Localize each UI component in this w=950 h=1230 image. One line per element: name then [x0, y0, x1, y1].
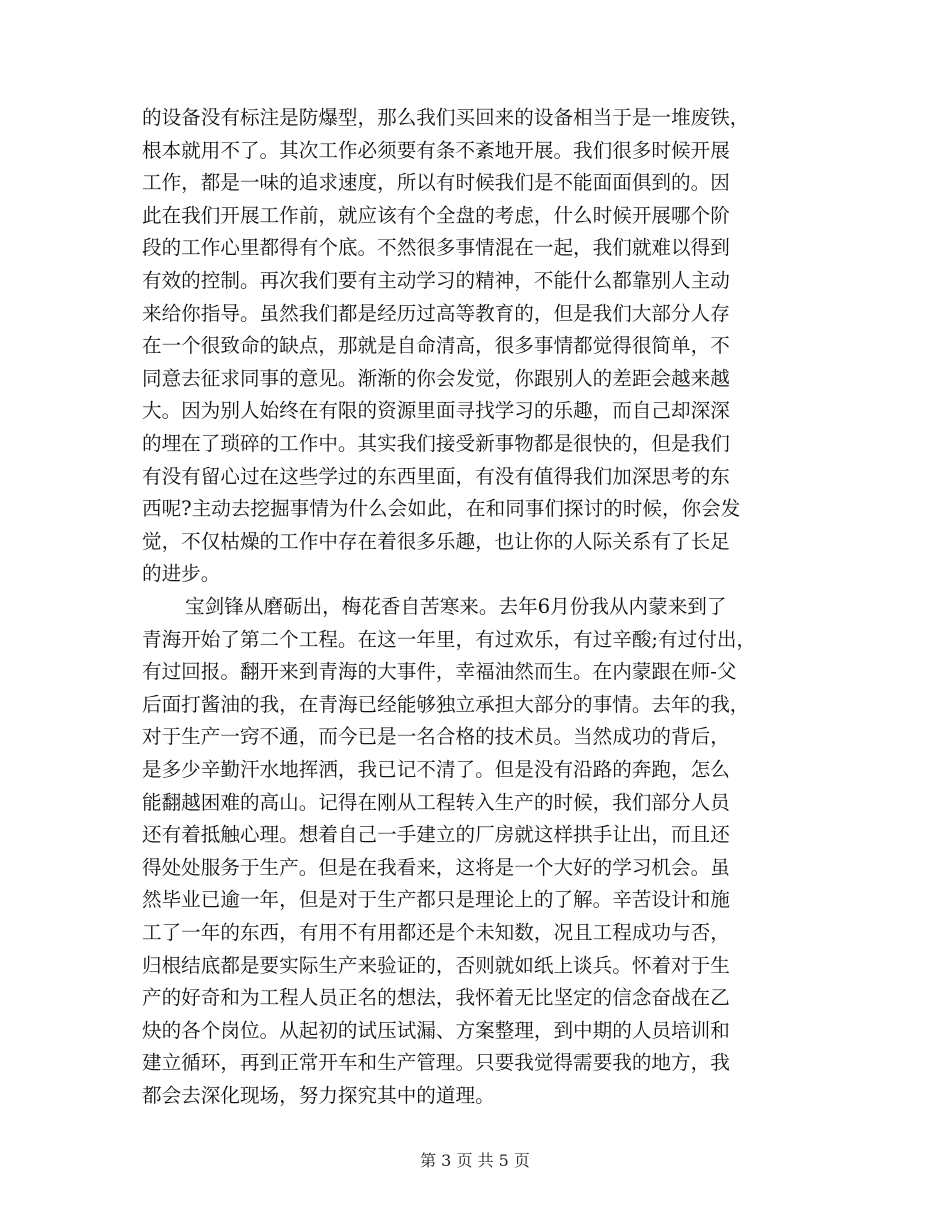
paragraph-1-line: 觉，不仅枯燥的工作中存在着很多乐趣，也让你的人际关系有了长足	[142, 529, 730, 553]
paragraph-2-line: 还有着抵触心理。想着自己一手建立的厂房就这样拱手让出，而且还	[142, 823, 730, 847]
paragraph-1-line: 根本就用不了。其次工作必须要有条不紊地开展。我们很多时候开展	[142, 138, 730, 162]
paragraph-2-line: 后面打酱油的我，在青海已经能够独立承担大部分的事情。去年的我，	[142, 692, 750, 716]
paragraph-1-line: 同意去征求同事的意见。渐渐的你会发觉，你跟别人的差距会越来越	[142, 366, 730, 390]
paragraph-1-line: 的埋在了琐碎的工作中。其实我们接受新事物都是很快的，但是我们	[142, 432, 730, 455]
paragraph-1-line: 的设备没有标注是防爆型，那么我们买回来的设备相当于是一堆废铁，	[142, 106, 750, 129]
paragraph-2-line: 归根结底都是要实际生产来验证的，否则就如纸上谈兵。怀着对于生	[142, 953, 730, 977]
paragraph-2-line: 对于生产一窍不通，而今已是一名合格的技术员。当然成功的背后，	[142, 725, 730, 749]
paragraph-1-line: 大。因为别人始终在有限的资源里面寻找学习的乐趣，而自己却深深	[142, 399, 730, 423]
paragraph-1-line: 在一个很致命的缺点，那就是自命清高，很多事情都觉得很简单，不	[142, 334, 730, 358]
paragraph-1-line: 西呢?主动去挖掘事情为什么会如此，在和同事们探讨的时候，你会发	[142, 497, 741, 521]
paragraph-2-line: 宝剑锋从磨砺出，梅花香自苦寒来。去年6月份我从内蒙来到了	[185, 595, 727, 618]
paragraph-2-line: 工了一年的东西，有用不有用都还是个未知数，况且工程成功与否，	[142, 921, 730, 944]
paragraph-1-line: 段的工作心里都得有个底。不然很多事情混在一起，我们就难以得到	[142, 236, 730, 260]
paragraph-1-line: 工作，都是一味的追求速度，所以有时候我们是不能面面俱到的。因	[142, 171, 730, 195]
paragraph-2-line: 是多少辛勤汗水地挥洒，我已记不清了。但是没有沿路的奔跑，怎么	[142, 758, 730, 781]
paragraph-2-line: 得处处服务于生产。但是在我看来，这将是一个大好的学习机会。虽	[142, 855, 730, 879]
paragraph-2-line: 青海开始了第二个工程。在这一年里，有过欢乐，有过辛酸;有过付出，	[142, 627, 757, 651]
paragraph-1-line: 来给你指导。虽然我们都是经历过高等教育的，但是我们大部分人存	[142, 301, 730, 325]
page-number-footer: 第 3 页 共 5 页	[420, 1151, 530, 1170]
paragraph-2-line: 产的好奇和为工程人员正名的想法，我怀着无比坚定的信念奋战在乙	[142, 986, 730, 1010]
paragraph-2-line: 能翻越困难的高山。记得在刚从工程转入生产的时候，我们部分人员	[142, 790, 730, 814]
paragraph-1-line: 有没有留心过在这些学过的东西里面，有没有值得我们加深思考的东	[142, 464, 730, 488]
paragraph-1-line: 的进步。	[142, 562, 221, 586]
paragraph-2-line: 然毕业已逾一年，但是对于生产都只是理论上的了解。辛苦设计和施	[142, 888, 730, 912]
paragraph-1-line: 此在我们开展工作前，就应该有个全盘的考虑，什么时候开展哪个阶	[142, 203, 730, 227]
paragraph-2-line: 有过回报。翻开来到青海的大事件，幸福油然而生。在内蒙跟在师-父	[142, 660, 737, 684]
paragraph-2-line: 都会去深化现场，努力探究其中的道理。	[142, 1084, 495, 1107]
paragraph-2-line: 建立循环，再到正常开车和生产管理。只要我觉得需要我的地方，我	[142, 1051, 730, 1075]
paragraph-2-line: 炔的各个岗位。从起初的试压试漏、方案整理，到中期的人员培训和	[142, 1018, 730, 1042]
paragraph-1-line: 有效的控制。再次我们要有主动学习的精神，不能什么都靠别人主动	[142, 269, 730, 292]
